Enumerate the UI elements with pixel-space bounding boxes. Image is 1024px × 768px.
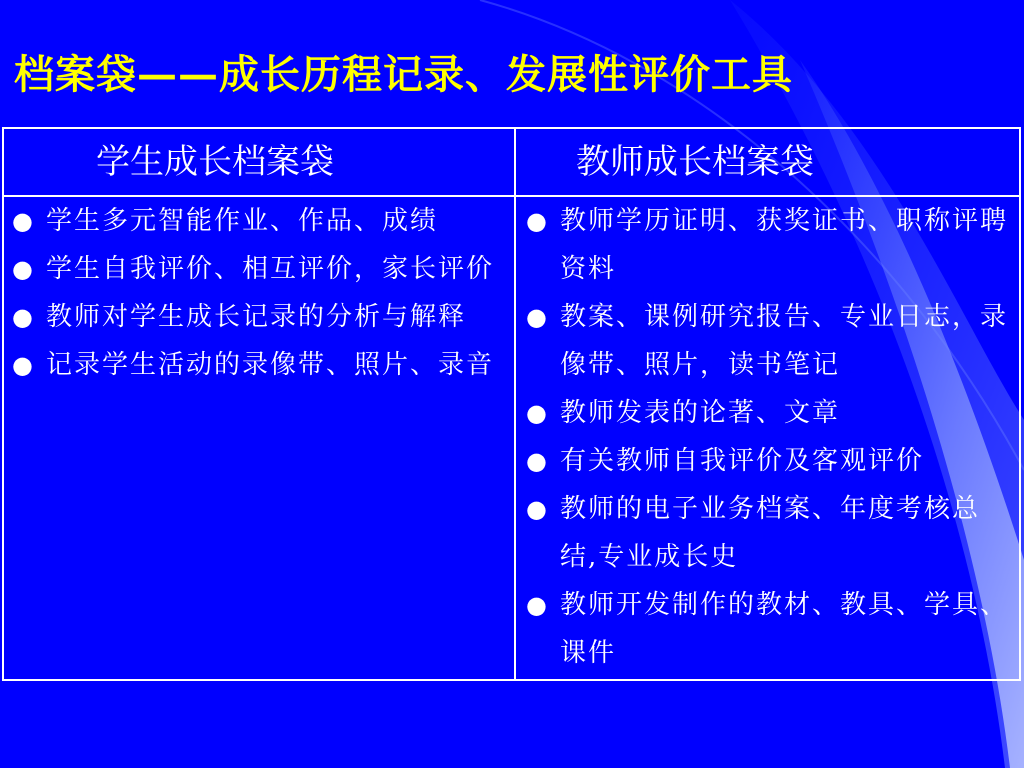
list-item-text: 学生自我评价、相互评价，家长评价 — [46, 254, 495, 284]
bullet-icon: ● — [12, 303, 35, 331]
teacher-portfolio-list — [518, 197, 1018, 677]
bullet-icon: ● — [526, 447, 549, 475]
list-item-text: 教师对学生成长记录的分析与解释 — [46, 302, 467, 332]
slide-title: 档案袋——成长历程记录、发展性评价工具 — [14, 51, 793, 98]
list-item — [4, 245, 510, 293]
list-item — [518, 581, 1018, 677]
bullet-icon: ● — [12, 255, 35, 283]
header-teacher-portfolio: 教师成长档案袋 — [576, 142, 814, 182]
list-item — [518, 293, 1018, 389]
list-item-text: 有关教师自我评价及客观评价 — [560, 446, 925, 476]
list-item — [4, 341, 510, 389]
bullet-icon: ● — [526, 207, 549, 235]
list-item — [518, 437, 1018, 485]
student-portfolio-list — [4, 197, 510, 389]
bullet-icon: ● — [12, 351, 35, 379]
bullet-icon: ● — [526, 303, 549, 331]
bullet-icon: ● — [526, 495, 549, 523]
list-item-text: 记录学生活动的录像带、照片、录音 — [46, 350, 495, 380]
list-item — [4, 293, 510, 341]
list-item-text: 教师发表的论著、文章 — [560, 398, 841, 428]
column-divider — [514, 129, 516, 679]
list-item — [518, 197, 1018, 293]
list-item-text: 学生多元智能作业、作品、成绩 — [46, 206, 439, 236]
list-item-text: 教师开发制作的教材、教具、学具、课件 — [560, 590, 1009, 668]
comparison-table — [2, 127, 1021, 681]
bullet-icon: ● — [526, 399, 549, 427]
bullet-icon: ● — [12, 207, 35, 235]
list-item — [518, 389, 1018, 437]
list-item-text: 教师的电子业务档案、年度考核总结,专业成长史 — [560, 494, 981, 572]
list-item-text: 教师学历证明、获奖证书、职称评聘资料 — [560, 206, 1009, 284]
list-item-text: 教案、课例研究报告、专业日志，录像带、照片，读书笔记 — [560, 302, 1009, 380]
list-item — [518, 485, 1018, 581]
header-student-portfolio: 学生成长档案袋 — [96, 142, 334, 182]
bullet-icon: ● — [526, 591, 549, 619]
list-item — [4, 197, 510, 245]
